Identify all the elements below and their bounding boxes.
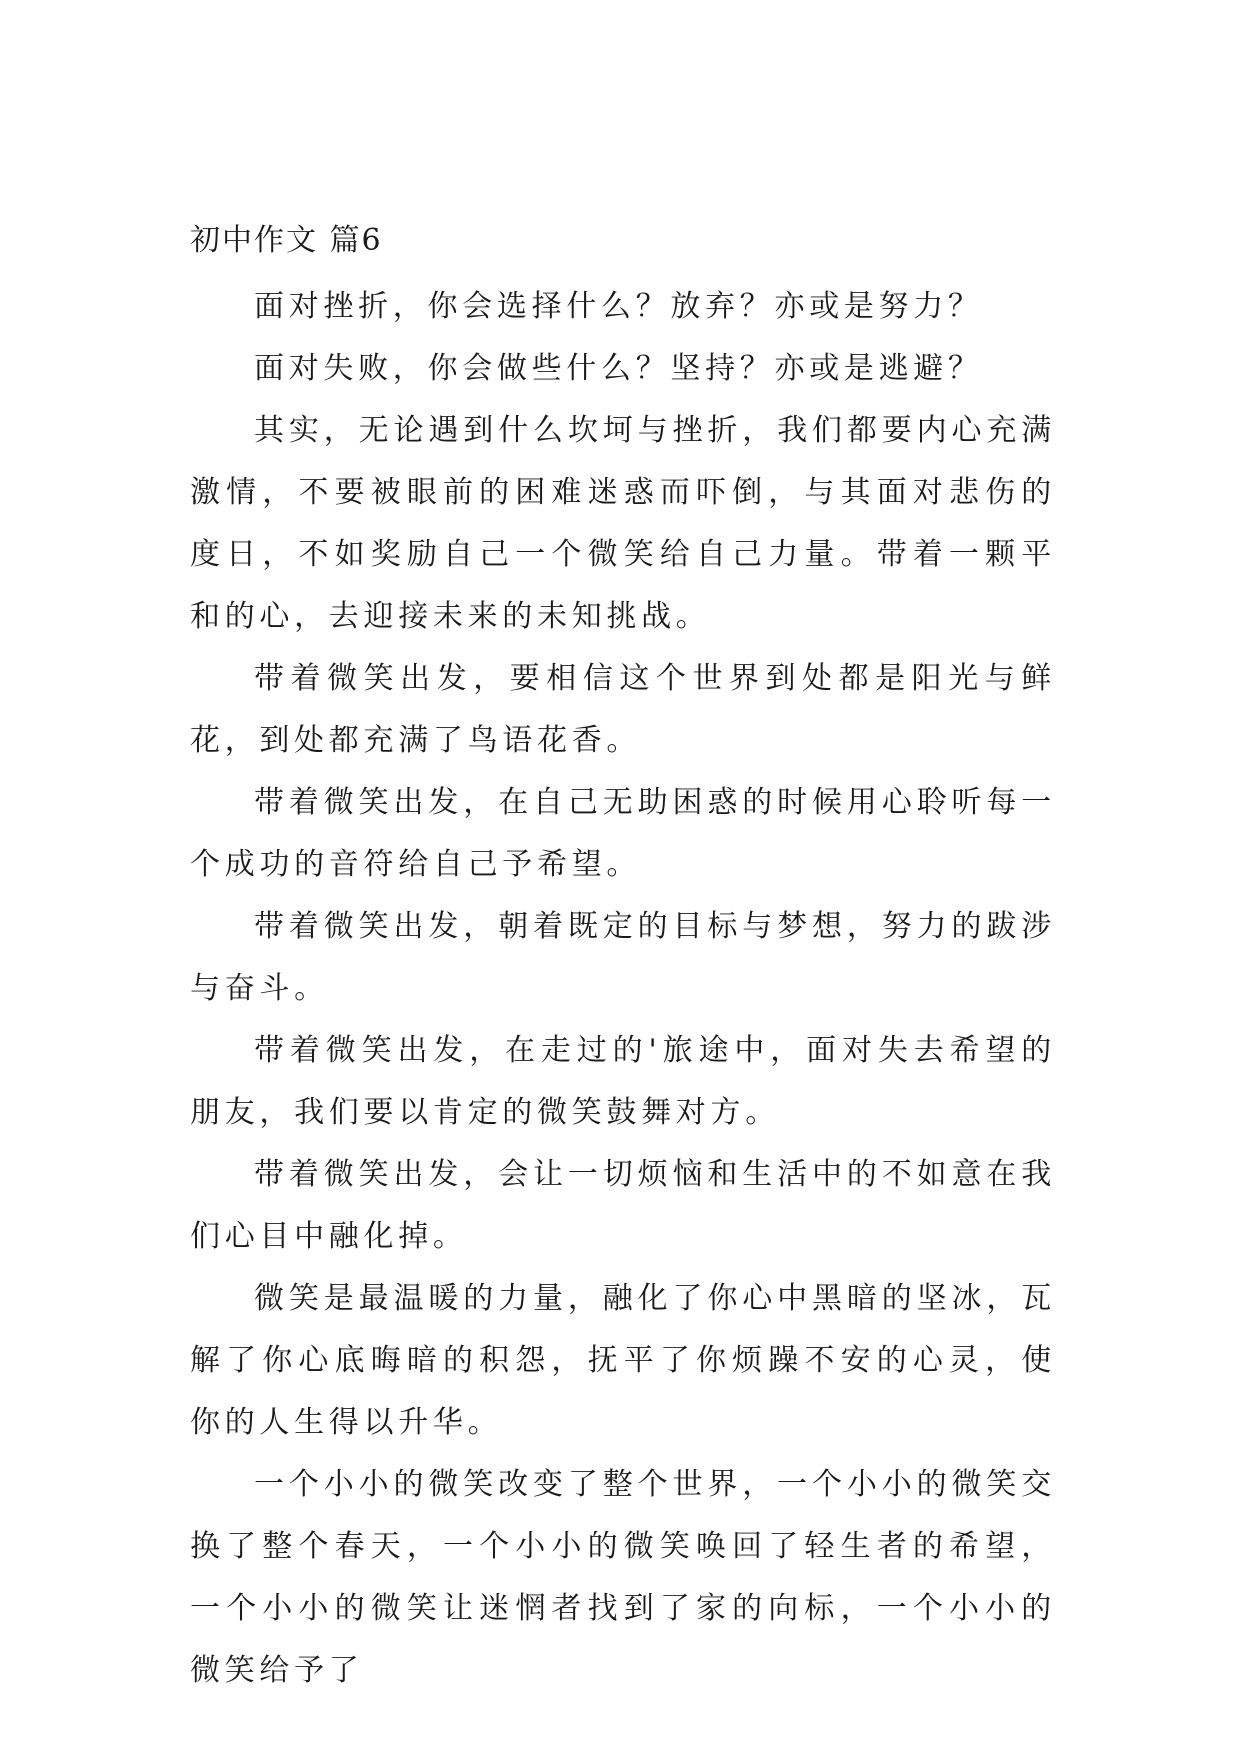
paragraph-1: 面对挫折，你会选择什么？放弃？亦或是努力？ (254, 289, 983, 324)
paragraph-5: 带着微笑出发，在自己无助困惑的时候用心聆听每一个成功的音符给自己予希望。 (190, 785, 1056, 882)
paragraph-10: 一个小小的微笑改变了整个世界，一个小小的微笑交换了整个春天，一个小小的微笑唤回了轻生者的希望，一个小小的微笑让迷惘者找到了家的向标，一个小小的微笑给予了 (190, 1467, 1056, 1688)
paragraph-4: 带着微笑出发，要相信这个世界到处都是阳光与鲜花，到处都充满了鸟语花香。 (190, 661, 1056, 758)
paragraph-3: 其实，无论遇到什么坎坷与挫折，我们都要内心充满激情，不要被眼前的困难迷惑而吓倒，与其面对悲伤的度日，不如奖励自己一个微笑给自己力量。带着一颗平和的心，去迎接未来的未知挑战。 (190, 413, 1056, 634)
document-body (190, 220, 1056, 1702)
essay-title: 初中作文 篇6 (190, 223, 383, 258)
paragraph-6: 带着微笑出发，朝着既定的目标与梦想，努力的跋涉与奋斗。 (190, 909, 1056, 1006)
paragraph-8: 带着微笑出发，会让一切烦恼和生活中的不如意在我们心目中融化掉。 (190, 1157, 1056, 1254)
paragraph-9: 微笑是最温暖的力量，融化了你心中黑暗的坚冰，瓦解了你心底晦暗的积怨，抚平了你烦躁不安的心灵，使你的人生得以升华。 (190, 1281, 1056, 1440)
paragraph-7: 带着微笑出发，在走过的'旅途中，面对失去希望的朋友，我们要以肯定的微笑鼓舞对方。 (190, 1033, 1056, 1130)
paragraph-2: 面对失败，你会做些什么？坚持？亦或是逃避？ (254, 351, 983, 386)
